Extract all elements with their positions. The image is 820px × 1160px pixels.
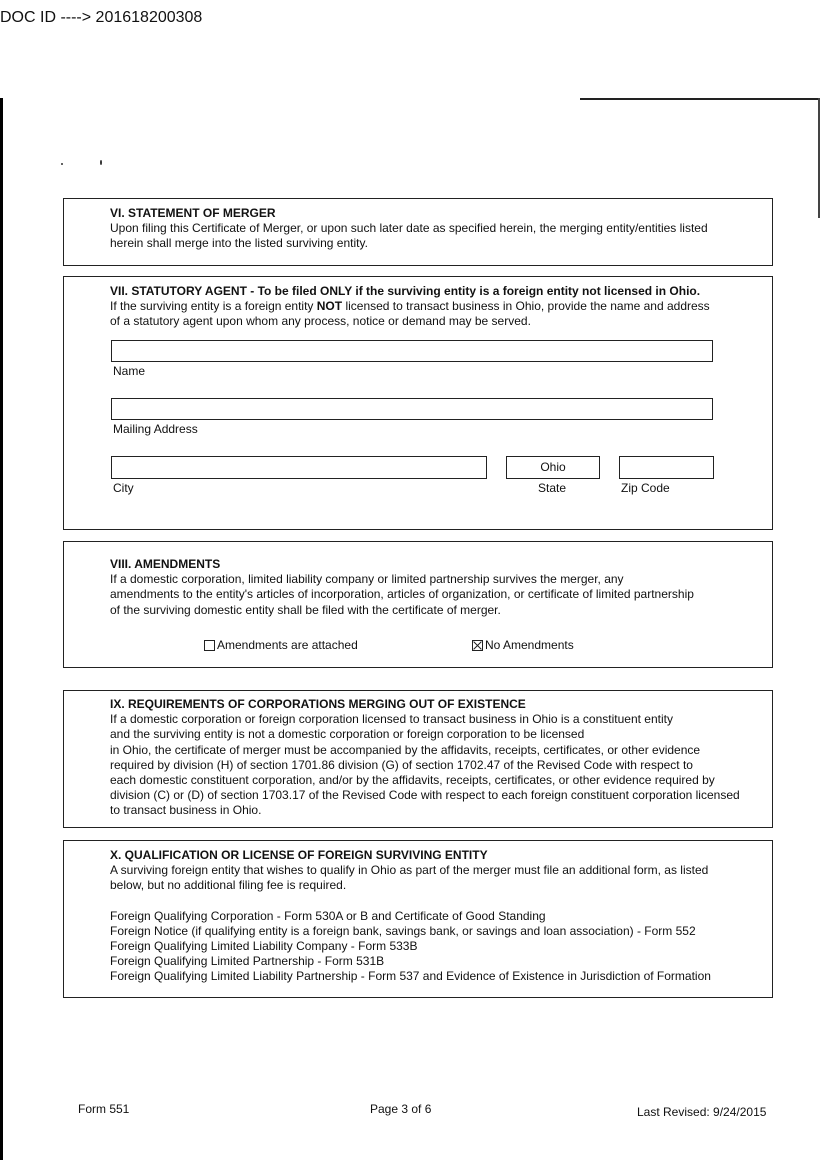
- foreign-form-item: Foreign Qualifying Limited Partnership - Form 531B: [110, 954, 385, 969]
- agent-state-label: State: [538, 481, 567, 495]
- agent-zip-field[interactable]: [619, 456, 714, 479]
- section9-line: If a domestic corporation or foreign corporation licensed to transact business in Ohio is a constituent entity: [110, 712, 673, 727]
- section-amendments: [63, 541, 773, 668]
- section8-line: of the surviving domestic entity shall be filed with the certificate of merger.: [110, 602, 501, 617]
- agent-name-label: Name: [113, 364, 146, 378]
- foreign-form-item: Foreign Qualifying Limited Liability Company - Form 533B: [110, 939, 418, 954]
- section-foreign-qualification: [63, 840, 773, 998]
- foreign-form-item: Foreign Qualifying Limited Liability Partnership - Form 537 and Evidence of Existence in Jurisdiction of Formation: [110, 969, 711, 984]
- no-amendments-checkbox[interactable]: [472, 640, 483, 651]
- section8-line: If a domestic corporation, limited liability company or limited partnership survives the merger, any: [110, 572, 624, 587]
- amendments-attached-option[interactable]: [204, 638, 358, 653]
- footer-form-number: Form 551: [78, 1102, 130, 1116]
- section6-line: herein shall merge into the listed surviving entity.: [110, 236, 368, 251]
- section9-line: required by division (H) of section 1701.86 division (G) of section 1702.47 of the Revised Code with respect to: [110, 757, 693, 772]
- section10-line: below, but no additional filing fee is required.: [110, 878, 347, 893]
- section7-title: VII. STATUTORY AGENT - To be filed ONLY if the surviving entity is a foreign entity not licensed in Ohio.: [110, 284, 701, 298]
- foreign-form-item: Foreign Qualifying Corporation - Form 530A or B and Certificate of Good Standing: [110, 908, 546, 923]
- scan-speck: [100, 160, 102, 165]
- section7-line1-post: licensed to transact business in Ohio, provide the name and address: [342, 299, 710, 314]
- agent-mailing-address-field[interactable]: [111, 398, 713, 420]
- agent-mailing-address-label: Mailing Address: [113, 422, 198, 436]
- footer-last-revised: Last Revised: 9/24/2015: [637, 1105, 767, 1119]
- section7-line1-pre: If the surviving entity is a foreign entity: [110, 299, 317, 314]
- section6-line: Upon filing this Certificate of Merger, or upon such later date as specified herein, the merging entity/entities listed: [110, 221, 708, 236]
- section-statement-of-merger: [63, 198, 773, 266]
- section-statutory-agent: [63, 276, 773, 530]
- no-amendments-option[interactable]: [472, 638, 574, 653]
- scan-speck: [61, 163, 63, 165]
- section10-title: X. QUALIFICATION OR LICENSE OF FOREIGN SURVIVING ENTITY: [110, 848, 488, 862]
- section-requirements-merging-out: [63, 690, 773, 828]
- section8-title: VIII. AMENDMENTS: [110, 557, 221, 571]
- section8-line: amendments to the entity's articles of incorporation, articles of organization, or certificate of limited partnership: [110, 587, 694, 602]
- section9-line: to transact business in Ohio.: [110, 803, 262, 818]
- scan-edge-top: [580, 98, 820, 100]
- footer-page-number: Page 3 of 6: [370, 1102, 432, 1116]
- section6-title: VI. STATEMENT OF MERGER: [110, 206, 276, 220]
- section9-line: division (C) or (D) of section 1703.17 of the Revised Code with respect to each foreign constituent corporation licensed: [110, 788, 740, 803]
- foreign-form-item: Foreign Notice (if qualifying entity is a foreign bank, savings bank, or savings and loan association) - Form 552: [110, 923, 696, 938]
- section9-title: IX. REQUIREMENTS OF CORPORATIONS MERGING OUT OF EXISTENCE: [110, 697, 526, 711]
- no-amendments-label: No Amendments: [485, 638, 574, 652]
- section7-line1-bold: NOT: [316, 299, 343, 314]
- section10-line: A surviving foreign entity that wishes to qualify in Ohio as part of the merger must file an additional form, as listed: [110, 863, 709, 878]
- agent-city-field[interactable]: [111, 456, 487, 479]
- amendments-attached-checkbox[interactable]: [204, 640, 215, 651]
- agent-name-field[interactable]: [111, 340, 713, 362]
- agent-zip-label: Zip Code: [621, 481, 670, 495]
- section9-line: and the surviving entity is not a domestic corporation or foreign corporation to be licensed: [110, 727, 585, 742]
- doc-id: DOC ID ----> 201618200308: [0, 9, 203, 26]
- section7-line2: of a statutory agent upon whom any process, notice or demand may be served.: [110, 314, 531, 329]
- agent-state-field[interactable]: Ohio: [506, 456, 600, 479]
- section7-line1: [110, 299, 762, 314]
- amendments-attached-label: Amendments are attached: [217, 638, 358, 652]
- section9-line: each domestic constituent corporation, and/or by the affidavits, receipts, certificates, or other evidence required by: [110, 773, 715, 788]
- scan-edge-left: [0, 98, 3, 1160]
- section9-line: in Ohio, the certificate of merger must be accompanied by the affidavits, receipts, certificates, or other evidence: [110, 742, 701, 757]
- agent-city-label: City: [113, 481, 134, 495]
